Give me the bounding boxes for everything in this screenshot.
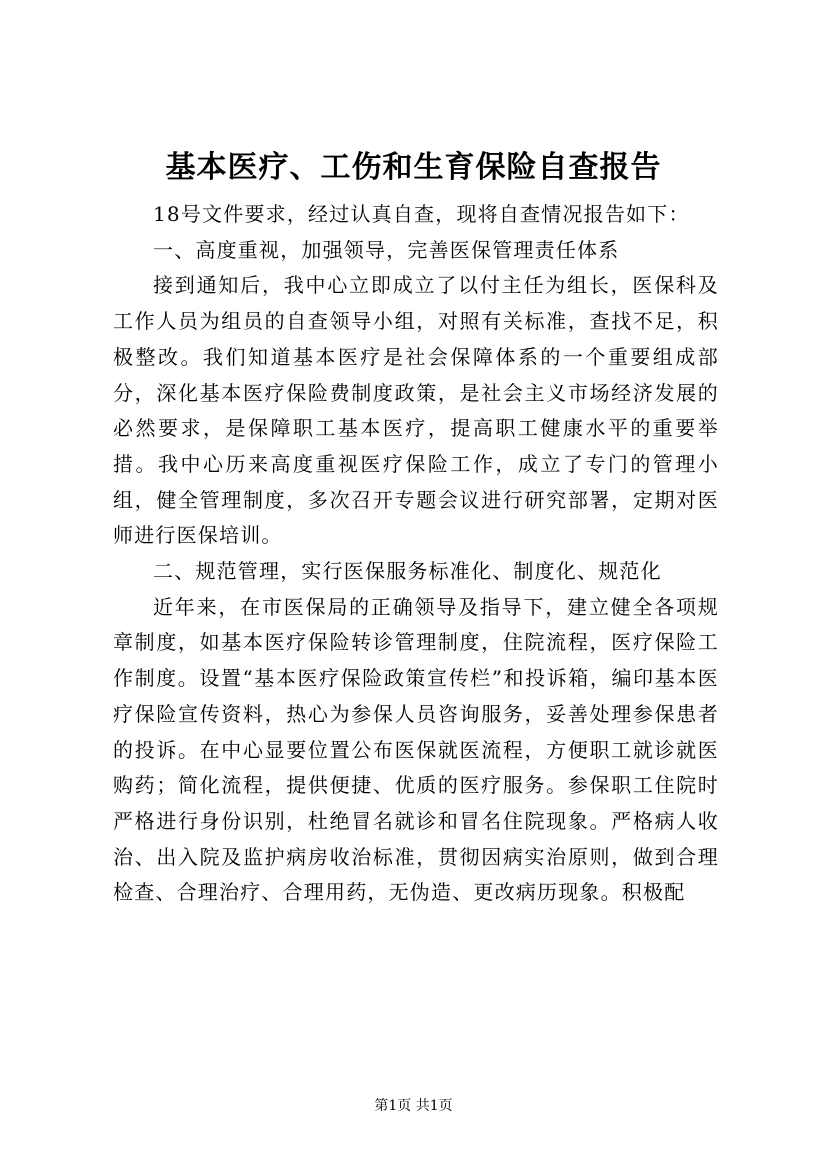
page-number-footer: 第1页 共1页 <box>374 1098 453 1114</box>
section-heading-2: 二、规范管理，实行医保服务标准化、制度化、规范化 <box>153 559 662 584</box>
section-paragraph-2: 近年来，在市医保局的正确领导及指导下，建立健全各项规章制度，如基本医疗保险转诊管理制度，住院流程，医疗保险工作制度。设置“基本医疗保险政策宣传栏”和投诉箱，编印基本医疗保险宣传资料，热心为参保人员咨询服务，妥善处理参保患者的投诉。在中心显要位置公布医保就医流程，方便职工就诊就医购药；简化流程，提供便捷、优质的医疗服务。参保职工住院时严格进行身份识别，杜绝冒名就诊和冒名住院现象。严格病人收治、出入院及监护病房收治标准，贯彻因病实治原则，做到合理检查、合理治疗、合理用药，无伪造、更改病历现象。积极配 <box>113 594 719 905</box>
document-body <box>113 197 719 911</box>
section-paragraph-1: 接到通知后，我中心立即成立了以付主任为组长，医保科及工作人员为组员的自查领导小组，对照有关标准，查找不足，积极整改。我们知道基本医疗是社会保障体系的一个重要组成部分，深化基本医疗保险费制度政策，是社会主义市场经济发展的必然要求，是保障职工基本医疗，提高职工健康水平的重要举措。我中心历来高度重视医疗保险工作，成立了专门的管理小组，健全管理制度，多次召开专题会议进行研究部署，定期对医师进行医保培训。 <box>113 273 719 548</box>
document-title: 基本医疗、工伤和生育保险自查报告 <box>165 150 662 185</box>
section-heading-1: 一、高度重视，加强领导，完善医保管理责任体系 <box>153 237 620 262</box>
intro-line: 18号文件要求，经过认真自查，现将自查情况报告如下： <box>153 202 690 226</box>
